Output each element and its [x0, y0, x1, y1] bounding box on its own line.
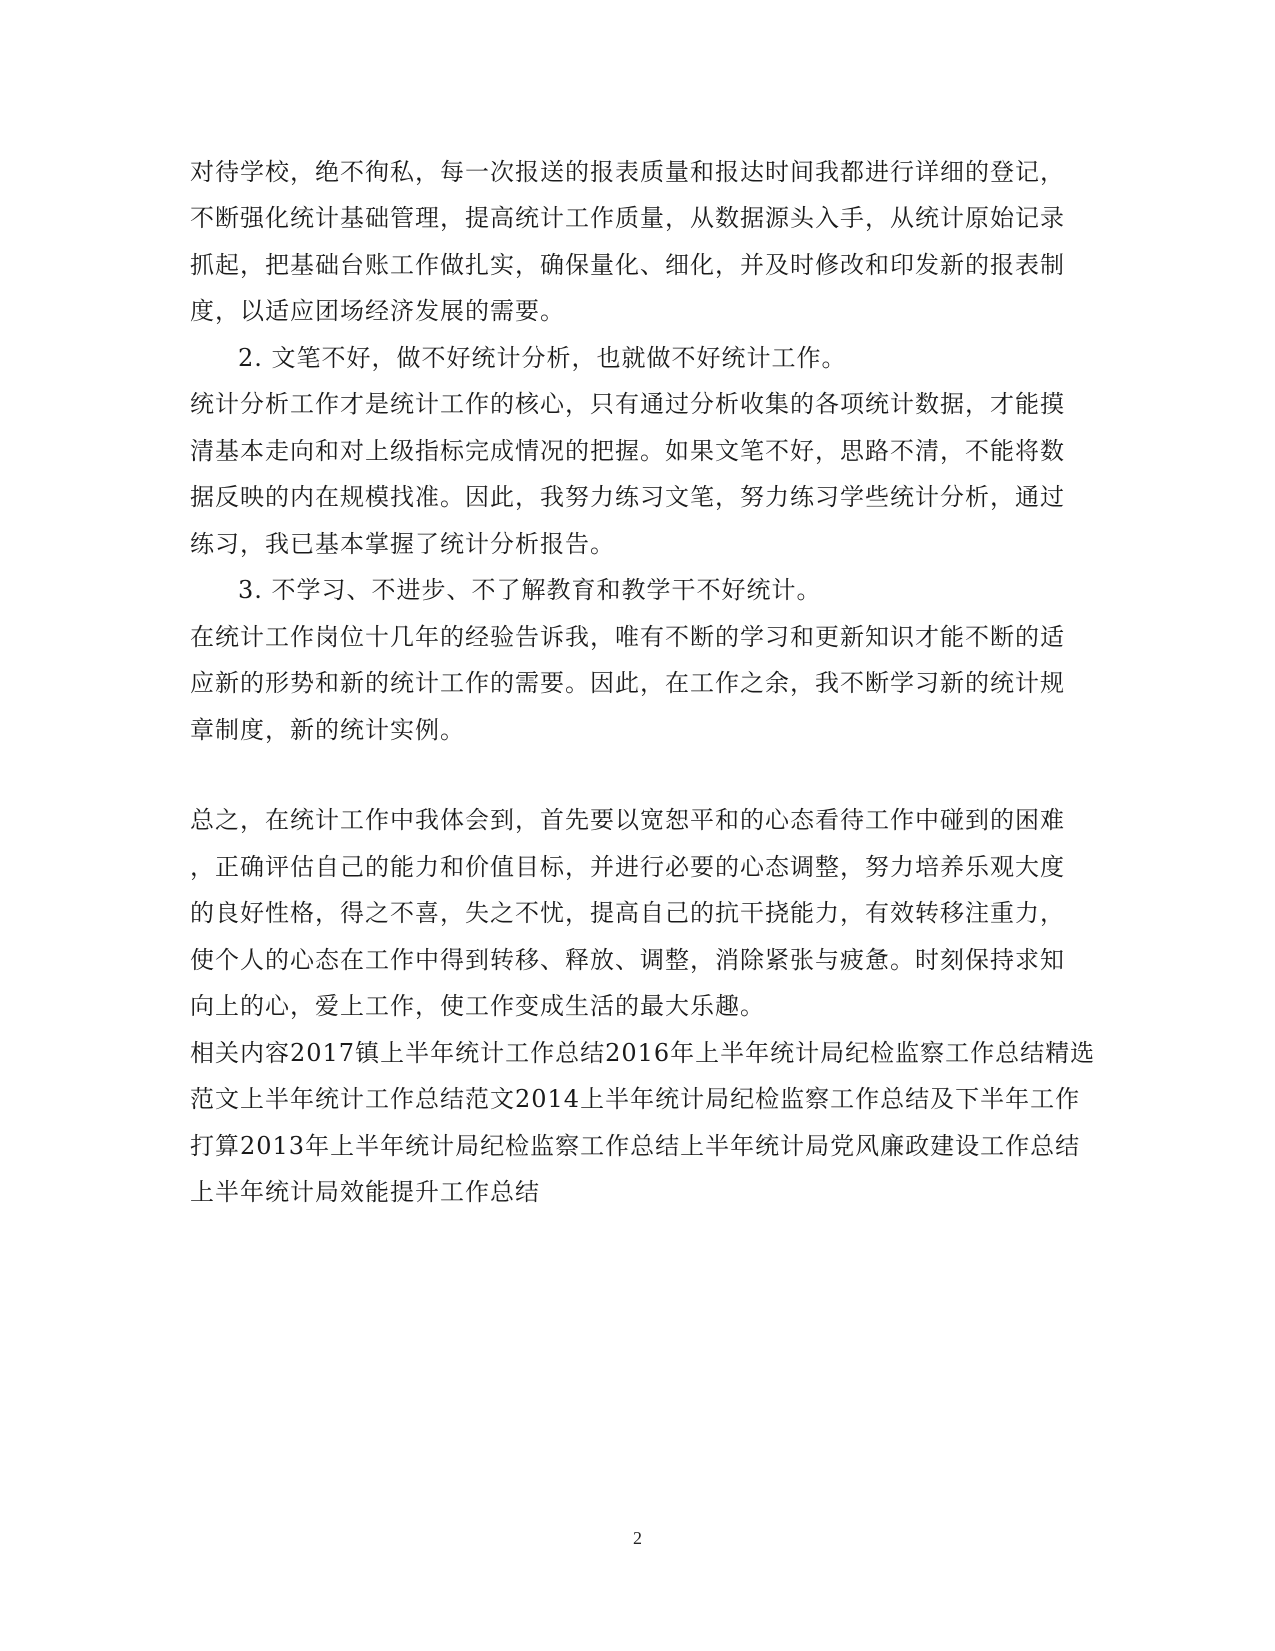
text-line: 的良好性格，得之不喜，失之不忧，提高自己的抗干挠能力，有效转移注重力， — [190, 899, 1065, 927]
text-line: 向上的心，爱上工作，使工作变成生活的最大乐趣。 — [190, 992, 765, 1020]
text-line: 在统计工作岗位十几年的经验告诉我，唯有不断的学习和更新知识才能不断的适 — [190, 623, 1065, 651]
numbered-heading: 2. 文笔不好，做不好统计分析，也就做不好统计工作。 — [238, 344, 847, 372]
text-line: 抓起，把基础台账工作做扎实，确保量化、细化，并及时修改和印发新的报表制 — [190, 251, 1065, 279]
related-content-line: 范文上半年统计工作总结范文2014上半年统计局纪检监察工作总结及下半年工作 — [190, 1085, 1081, 1113]
text-line: 练习，我已基本掌握了统计分析报告。 — [190, 530, 615, 558]
text-line: ，正确评估自己的能力和价值目标，并进行必要的心态调整，努力培养乐观大度 — [190, 853, 1065, 881]
text-line: 章制度，新的统计实例。 — [190, 716, 465, 744]
text-line: 度，以适应团场经济发展的需要。 — [190, 297, 565, 325]
text-line: 不断强化统计基础管理，提高统计工作质量，从数据源头入手，从统计原始记录 — [190, 204, 1065, 232]
text-line: 清基本走向和对上级指标完成情况的把握。如果文笔不好，思路不清，不能将数 — [190, 437, 1065, 465]
numbered-heading: 3. 不学习、不进步、不了解教育和教学干不好统计。 — [238, 576, 822, 604]
text-line: 总之，在统计工作中我体会到，首先要以宽恕平和的心态看待工作中碰到的困难 — [190, 806, 1065, 834]
text-line: 统计分析工作才是统计工作的核心，只有通过分析收集的各项统计数据，才能摸 — [190, 390, 1065, 418]
related-content-line: 相关内容2017镇上半年统计工作总结2016年上半年统计局纪检监察工作总结精选 — [190, 1039, 1096, 1067]
page-number: 2 — [633, 1528, 642, 1548]
text-line: 使个人的心态在工作中得到转移、释放、调整，消除紧张与疲惫。时刻保持求知 — [190, 946, 1065, 974]
text-line: 据反映的内在规模找准。因此，我努力练习文笔，努力练习学些统计分析，通过 — [190, 483, 1065, 511]
related-content-line: 上半年统计局效能提升工作总结 — [190, 1178, 540, 1206]
text-line: 应新的形势和新的统计工作的需要。因此，在工作之余，我不断学习新的统计规 — [190, 669, 1065, 697]
text-line: 对待学校，绝不徇私，每一次报送的报表质量和报达时间我都进行详细的登记， — [190, 158, 1065, 186]
related-content-line: 打算2013年上半年统计局纪检监察工作总结上半年统计局党风廉政建设工作总结 — [190, 1132, 1081, 1160]
